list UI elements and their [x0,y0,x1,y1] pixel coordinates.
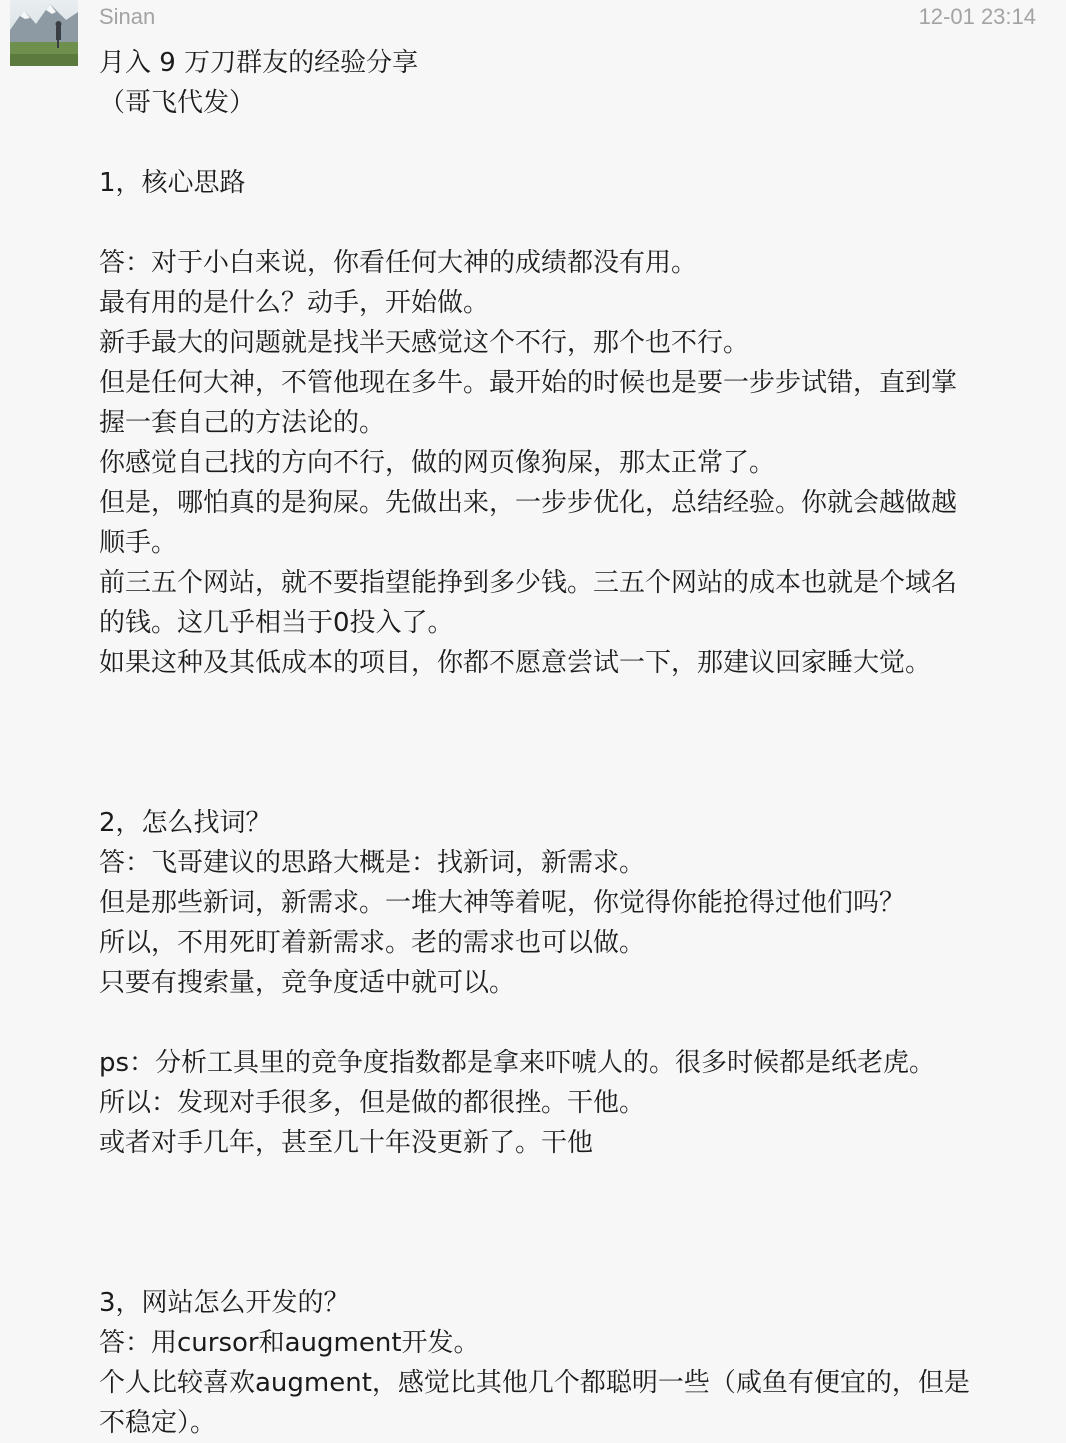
message-line: 但是任何大神，不管他现在多牛。最开始的时候也是要一步步试错，直到掌 [99,368,958,398]
message-body [99,43,1039,1443]
message-line: 最有用的是什么？动手，开始做。 [99,288,490,318]
message-line: ps：分析工具里的竞争度指数都是拿来吓唬人的。很多时候都是纸老虎。 [99,1048,936,1078]
sender-name: Sinan [99,4,156,29]
message-line [99,763,1039,803]
message-line: 月入 9 万刀群友的经验分享 [99,48,419,78]
message-line: 3，网站怎么开发的？ [99,1288,350,1318]
message-line [99,1163,1039,1203]
message-line: 答：对于小白来说，你看任何大神的成绩都没有用。 [99,248,698,278]
message-line: 你感觉自己找的方向不行，做的网页像狗屎，那太正常了。 [99,448,776,478]
message-line [99,123,1039,163]
message-line: 的钱。这几乎相当于0投入了。 [99,608,454,638]
message-line: 只要有搜索量，竞争度适中就可以。 [99,968,516,998]
message-line: （哥飞代发） [99,88,256,118]
message-line: 如果这种及其低成本的项目，你都不愿意尝试一下，那建议回家睡大觉。 [99,648,932,678]
message-line: 答：用cursor和augment开发。 [99,1328,480,1358]
message-line: 个人比较喜欢augment，感觉比其他几个都聪明一些（咸鱼有便宜的，但是 [99,1368,970,1398]
message-line: 顺手。 [99,528,178,558]
message-line: 但是那些新词，新需求。一堆大神等着呢，你觉得你能抢得过他们吗？ [99,888,906,918]
message-line: 2，怎么找词？ [99,808,272,838]
avatar-image [10,0,78,66]
message-line [99,203,1039,243]
message-line [99,683,1039,723]
message-line: 但是，哪怕真的是狗屎。先做出来，一步步优化，总结经验。你就会越做越 [99,488,958,518]
message-line [99,1003,1039,1043]
message-line [99,1203,1039,1243]
message-line: 前三五个网站，就不要指望能挣到多少钱。三五个网站的成本也就是个域名 [99,568,958,598]
message-line [99,723,1039,763]
message-line: 答：飞哥建议的思路大概是：找新词，新需求。 [99,848,646,878]
message-timestamp: 12-01 23:14 [918,4,1036,29]
message-line: 所以，不用死盯着新需求。老的需求也可以做。 [99,928,646,958]
message-line [99,1243,1039,1283]
message-line: 不稳定）。 [99,1408,217,1438]
message-line: 1，核心思路 [99,168,246,198]
message-line: 或者对手几年，甚至几十年没更新了。干他 [99,1128,594,1158]
message-line: 握一套自己的方法论的。 [99,408,386,438]
avatar[interactable] [10,0,78,66]
message-line: 新手最大的问题就是找半天感觉这个不行，那个也不行。 [99,328,750,358]
message-line: 所以：发现对手很多，但是做的都很挫。干他。 [99,1088,646,1118]
